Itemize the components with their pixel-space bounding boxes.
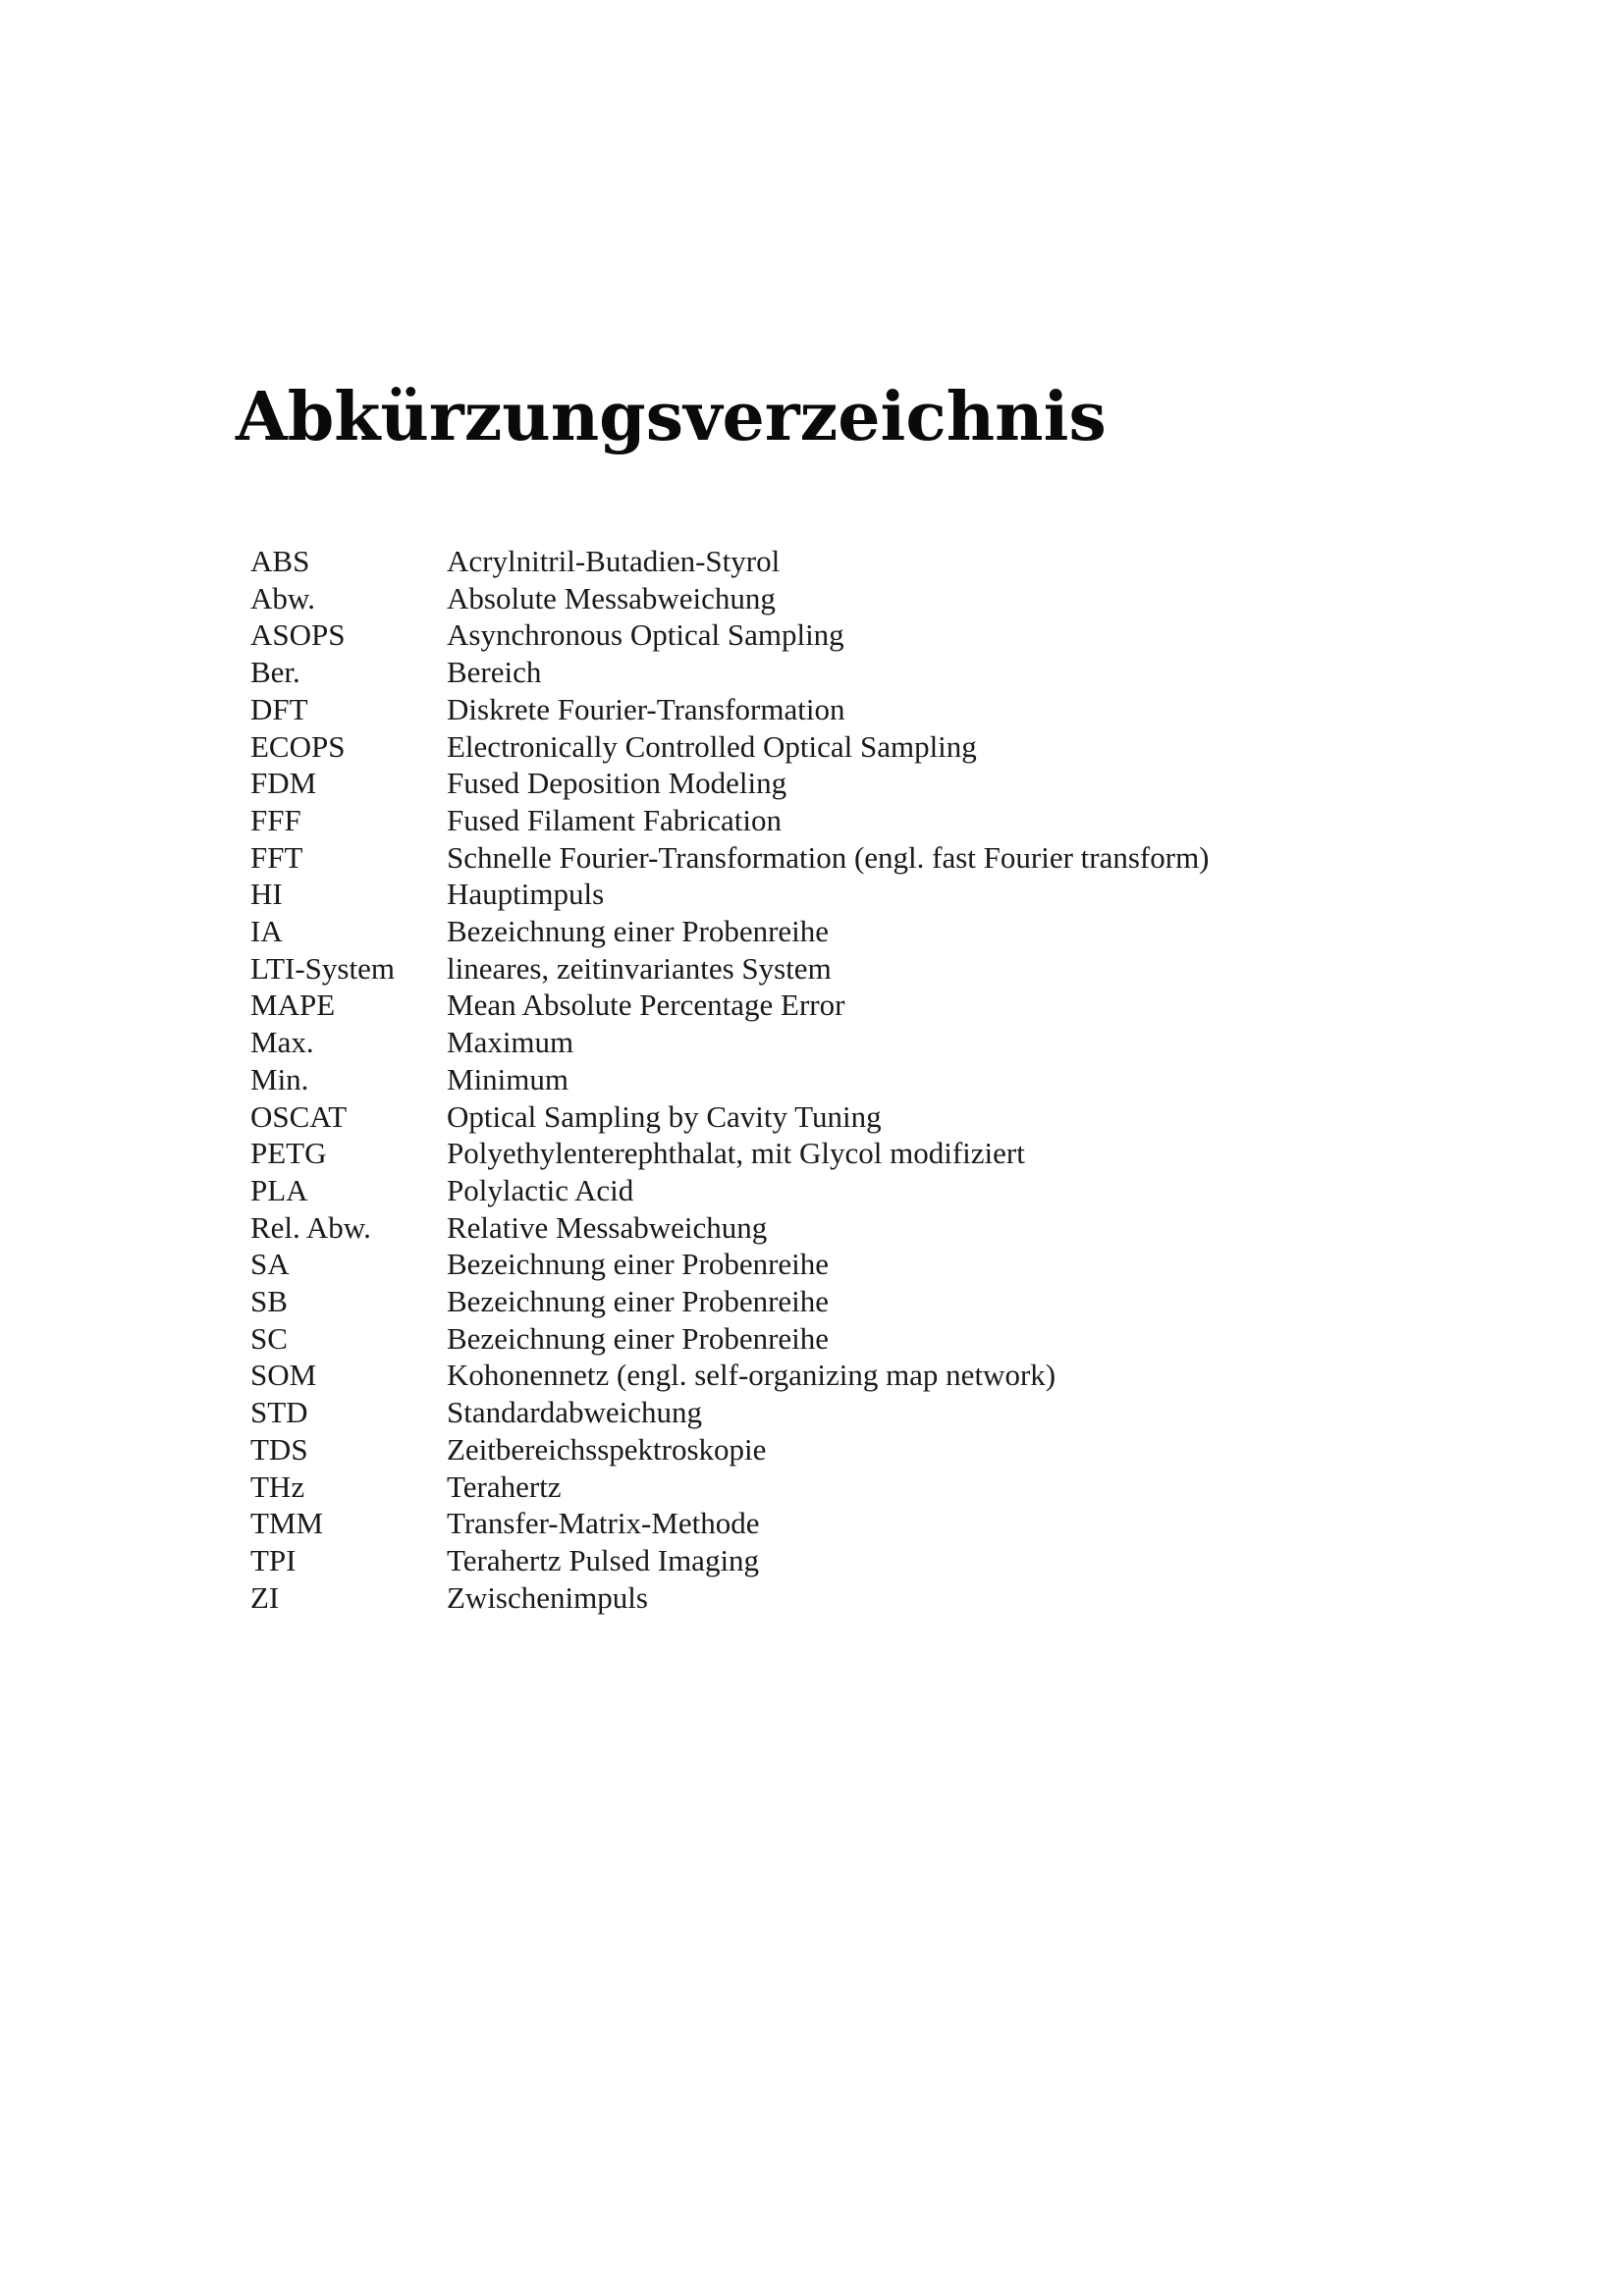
abbreviation-row [250,950,1210,988]
abbreviation-term: ECOPS [250,728,346,764]
abbreviation-term: OSCAT [250,1098,348,1134]
abbreviation-meaning: Acrylnitril-Butadien-Styrol [447,544,781,578]
abbreviation-row [250,1320,1210,1358]
abbreviation-term: HI [250,877,283,912]
abbreviation-row [250,1061,1210,1098]
abbreviation-row [250,1542,1210,1579]
abbreviation-term: Ber. [250,655,300,690]
abbreviation-meaning: Polylactic Acid [447,1172,634,1207]
abbreviation-term: PLA [250,1172,308,1207]
abbreviation-meaning: Schnelle Fourier-Transformation (engl. fast Fourier transform) [447,839,1210,875]
abbreviation-row [250,616,1210,654]
abbreviation-meaning: Transfer-Matrix-Methode [447,1506,760,1541]
abbreviation-term: Max. [250,1025,314,1060]
abbreviation-term: TDS [250,1431,308,1467]
abbreviation-row [250,654,1210,691]
abbreviation-meaning: Bereich [447,655,542,690]
abbreviation-term: FFT [250,839,303,875]
abbreviation-term: Abw. [250,580,316,615]
abbreviation-meaning: Hauptimpuls [447,877,605,912]
abbreviation-meaning: lineares, zeitinvariantes System [447,950,832,986]
abbreviation-meaning: Fused Deposition Modeling [447,766,787,801]
abbreviation-row [250,987,1210,1024]
abbreviation-list [250,543,1210,1616]
abbreviation-meaning: Polyethylenterephthalat, mit Glycol modifiziert [447,1136,1025,1171]
abbreviation-meaning: Electronically Controlled Optical Sampling [447,728,977,764]
abbreviation-term: TPI [250,1542,297,1577]
abbreviation-meaning: Minimum [447,1061,569,1096]
abbreviation-term: FDM [250,766,317,801]
abbreviation-term: ABS [250,544,310,578]
abbreviation-row [250,1246,1210,1283]
abbreviation-row [250,876,1210,913]
abbreviation-meaning: Bezeichnung einer Probenreihe [447,914,830,949]
abbreviation-term: SOM [250,1358,317,1393]
abbreviation-meaning: Zwischenimpuls [447,1579,648,1615]
abbreviation-meaning: Standardabweichung [447,1395,702,1430]
abbreviation-meaning: Fused Filament Fabrication [447,802,782,837]
abbreviation-term: FFF [250,802,301,837]
abbreviation-row [250,580,1210,617]
abbreviation-meaning: Zeitbereichsspektroskopie [447,1431,767,1467]
abbreviation-term: DFT [250,691,308,726]
abbreviation-term: PETG [250,1136,327,1171]
abbreviation-meaning: Mean Absolute Percentage Error [447,988,845,1023]
abbreviation-meaning: Terahertz Pulsed Imaging [447,1542,760,1577]
abbreviation-row [250,1024,1210,1061]
abbreviation-term: ASOPS [250,617,346,653]
abbreviation-meaning: Terahertz [447,1468,562,1504]
abbreviation-row [250,691,1210,728]
abbreviation-term: IA [250,914,283,949]
abbreviation-row [250,839,1210,877]
abbreviation-meaning: Bezeichnung einer Probenreihe [447,1320,830,1356]
abbreviation-row [250,913,1210,950]
abbreviation-meaning: Kohonennetz (engl. self-organizing map network) [447,1358,1056,1393]
page-title: Abkürzungsverzeichnis [236,378,1107,456]
abbreviation-term: SA [250,1247,290,1282]
abbreviation-term: Min. [250,1061,309,1096]
abbreviation-row [250,1394,1210,1431]
abbreviation-row [250,1283,1210,1320]
abbreviation-meaning: Relative Messabweichung [447,1209,768,1245]
abbreviation-meaning: Asynchronous Optical Sampling [447,617,844,653]
abbreviation-row [250,1431,1210,1468]
abbreviation-meaning: Optical Sampling by Cavity Tuning [447,1098,882,1134]
abbreviation-meaning: Bezeichnung einer Probenreihe [447,1284,830,1319]
abbreviation-row [250,728,1210,766]
abbreviation-row [250,1172,1210,1209]
abbreviation-term: THz [250,1468,305,1504]
abbreviation-term: ZI [250,1579,280,1615]
abbreviation-term: SC [250,1320,288,1356]
abbreviation-row [250,543,1210,580]
abbreviation-row [250,1135,1210,1172]
abbreviation-row [250,1357,1210,1394]
abbreviation-term: Rel. Abw. [250,1209,371,1245]
abbreviation-row [250,1468,1210,1506]
abbreviation-term: TMM [250,1506,324,1541]
abbreviation-term: MAPE [250,988,336,1023]
abbreviation-term: LTI-System [250,950,395,986]
abbreviation-term: STD [250,1395,308,1430]
abbreviation-row [250,765,1210,802]
abbreviation-row [250,1579,1210,1617]
abbreviation-meaning: Absolute Messabweichung [447,580,776,615]
abbreviation-list-body [250,543,1210,1616]
abbreviation-term: SB [250,1284,288,1319]
abbreviation-meaning: Diskrete Fourier-Transformation [447,691,845,726]
abbreviation-meaning: Bezeichnung einer Probenreihe [447,1247,830,1282]
abbreviation-row [250,802,1210,839]
abbreviation-meaning: Maximum [447,1025,574,1060]
abbreviation-row [250,1098,1210,1136]
abbreviation-row [250,1209,1210,1247]
abbreviation-row [250,1505,1210,1542]
